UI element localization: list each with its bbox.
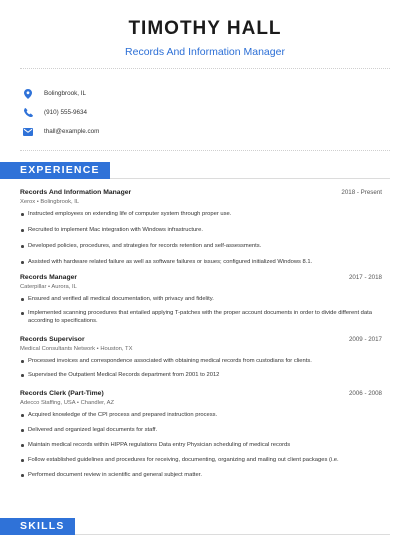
resume-header xyxy=(0,0,410,59)
job-dates: 2017 - 2018 xyxy=(348,274,382,281)
job-company: Adecco Staffing, USA • Chandler, AZ xyxy=(20,400,115,406)
job-bullets xyxy=(20,357,382,379)
contact-list xyxy=(22,84,99,141)
job-bullet: Performed document review in scientific and general subject matter. xyxy=(20,471,382,479)
job-bullet: Ensured and verified all medical documentation, with privacy and fidelity. xyxy=(20,295,382,303)
job-bullet: Assisted with hardware related failure as well as software failures or issues; configured initialized Windows 8.1. xyxy=(20,258,382,266)
job-title: Records Clerk (Part-Time) xyxy=(20,390,104,397)
job-bullets xyxy=(20,210,382,266)
contact-email xyxy=(22,122,99,141)
job-company: Medical Consultants Network • Houston, TX xyxy=(20,346,133,352)
job-dates: 2006 - 2008 xyxy=(348,390,382,397)
job-bullet: Delivered and organized legal documents for staff. xyxy=(20,426,382,434)
candidate-title: Records And Information Manager xyxy=(125,46,285,58)
job-bullet: Recruited to implement Mac integration with Windows infrastructure. xyxy=(20,226,382,234)
job-entry xyxy=(20,189,382,266)
job-bullets xyxy=(20,411,382,479)
job-bullet: Instructed employees on extending life of computer system through proper use. xyxy=(20,210,382,218)
job-bullet: Implemented scanning procedures that entailed applying T-patches with the proper account documents in order to divide different data according to specifications. xyxy=(20,309,382,325)
job-title: Records Manager xyxy=(20,274,78,281)
phone-icon xyxy=(22,107,34,119)
job-dates: 2018 - Present xyxy=(341,189,382,196)
job-title: Records And Information Manager xyxy=(20,189,132,196)
location-text: Bolingbrook, IL xyxy=(44,90,87,97)
job-entry xyxy=(20,274,382,325)
job-bullet: Maintain medical records within HIPPA regulations Data entry Physician scheduling of medical records xyxy=(20,441,382,449)
skills-heading: SKILLS xyxy=(0,518,75,535)
job-company: Caterpillar • Aurora, IL xyxy=(20,284,77,290)
job-bullet: Supervised the Outpatient Medical Records department from 2001 to 2012 xyxy=(20,371,382,379)
job-bullets xyxy=(20,295,382,325)
email-icon xyxy=(22,126,34,138)
job-bullet: Acquired knowledge of the CPI process and prepared instruction process. xyxy=(20,411,382,419)
contact-divider xyxy=(20,150,390,151)
header-divider xyxy=(20,68,390,69)
job-bullet: Follow established guidelines and procedures for receiving, documenting, organizing and mailing out client packages (i.e. xyxy=(20,456,382,464)
map-pin-icon xyxy=(22,88,34,100)
job-company: Xerox • Bolingbrook, IL xyxy=(20,199,80,205)
candidate-name: TIMOTHY HALL xyxy=(128,18,282,39)
email-text: thall@example.com xyxy=(44,128,100,135)
job-dates: 2009 - 2017 xyxy=(348,336,382,343)
experience-heading: EXPERIENCE xyxy=(0,162,110,179)
contact-phone xyxy=(22,103,99,122)
job-bullet: Processed invoices and correspondence associated with obtaining medical records from custodians for clients. xyxy=(20,357,382,365)
job-bullet: Developed policies, procedures, and strategies for records retention and self-assessments. xyxy=(20,242,382,250)
job-title: Records Supervisor xyxy=(20,336,85,343)
phone-text: (910) 555-9634 xyxy=(44,109,88,116)
job-entry xyxy=(20,336,382,379)
contact-location xyxy=(22,84,99,103)
job-entry xyxy=(20,390,382,479)
